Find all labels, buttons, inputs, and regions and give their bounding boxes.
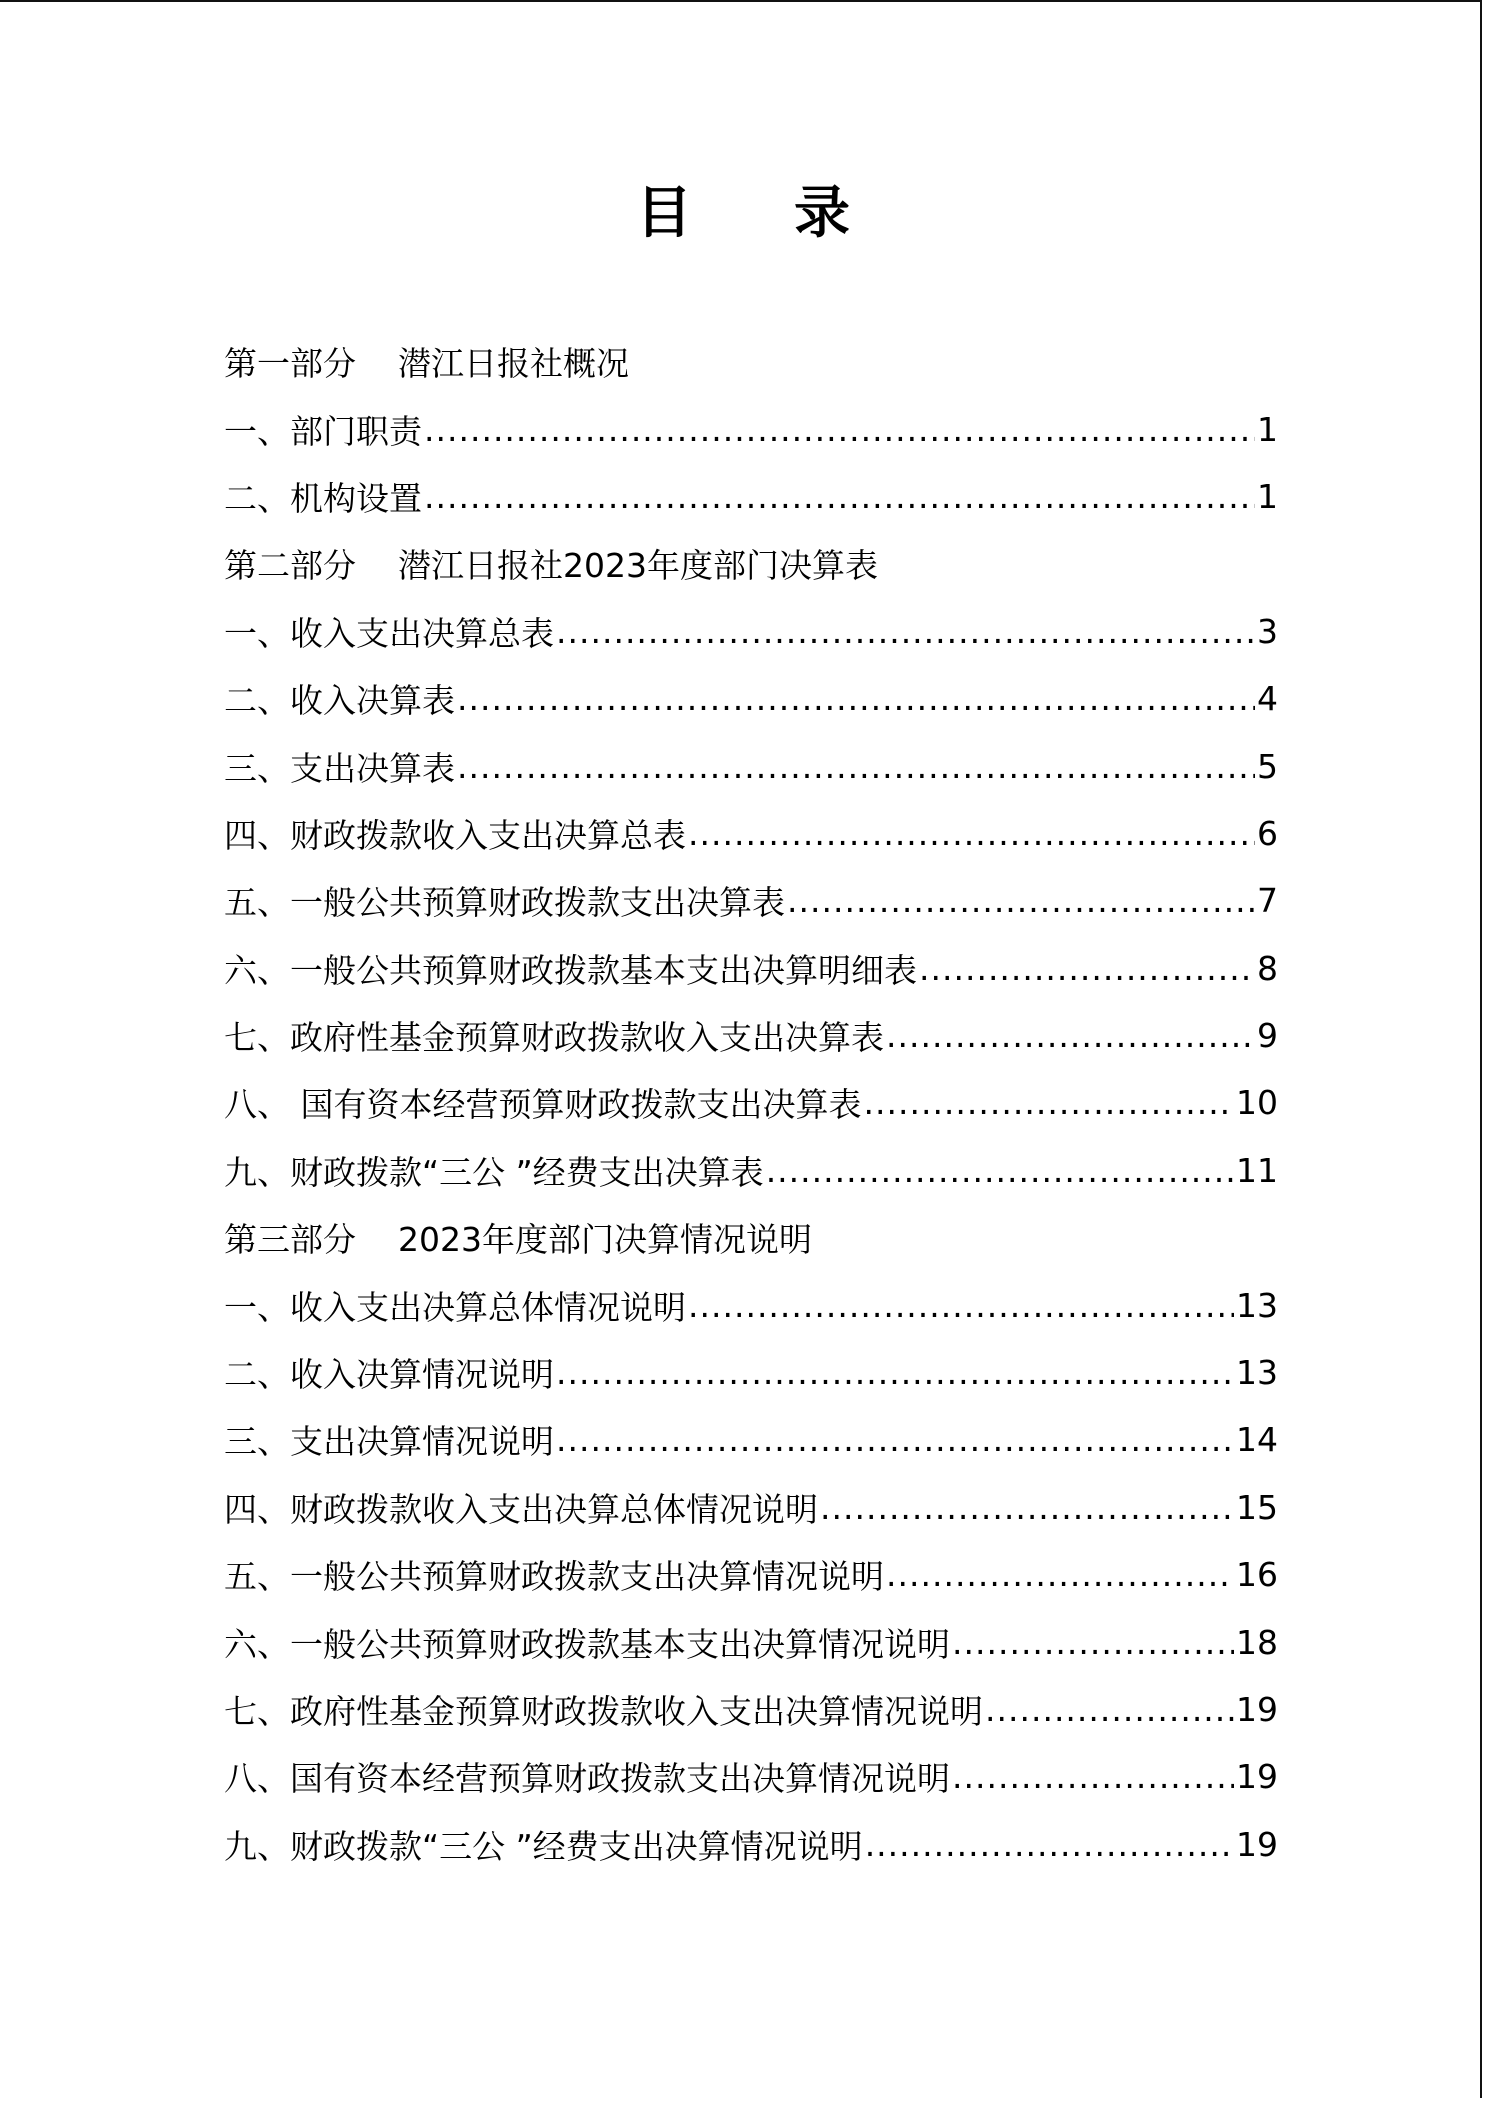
- toc-entry-page: 13: [1236, 1353, 1278, 1393]
- dot-leader: [457, 747, 1255, 786]
- dot-leader: [985, 1690, 1234, 1729]
- toc-entry-page: 7: [1257, 881, 1278, 921]
- toc-entry-page: 13: [1236, 1285, 1278, 1325]
- toc-entry-label: 八、国有资本经营预算财政拨款支出决算情况说明: [224, 1759, 950, 1799]
- toc-entry[interactable]: [224, 463, 1278, 530]
- toc-entry[interactable]: [224, 598, 1278, 665]
- section-number: 第三部分: [224, 1220, 356, 1260]
- toc-entry-label: 五、一般公共预算财政拨款支出决算情况说明: [224, 1557, 884, 1597]
- toc-entry[interactable]: [224, 1137, 1278, 1204]
- toc-entry-page: 14: [1236, 1420, 1278, 1460]
- toc-entry[interactable]: [224, 1339, 1278, 1406]
- table-of-contents: [224, 328, 1278, 1878]
- toc-entry-label: 二、收入决算表: [224, 681, 455, 721]
- toc-entry-label: 五、一般公共预算财政拨款支出决算表: [224, 883, 785, 923]
- toc-entry-page: 19: [1236, 1690, 1278, 1729]
- dot-leader: [886, 1555, 1234, 1594]
- toc-entry-page: 18: [1236, 1622, 1278, 1662]
- toc-entry-label: 一、收入支出决算总表: [224, 613, 554, 653]
- toc-entry-label: 四、财政拨款收入支出决算总表: [224, 815, 686, 855]
- toc-entry-page: 8: [1257, 948, 1278, 988]
- toc-entry-label: 七、政府性基金预算财政拨款收入支出决算情况说明: [224, 1692, 983, 1731]
- toc-entry-page: 15: [1236, 1487, 1278, 1527]
- section-title: 2023年度部门决算情况说明: [398, 1220, 812, 1260]
- toc-entry-page: 6: [1257, 813, 1278, 853]
- toc-entry-page: 11: [1236, 1150, 1278, 1190]
- toc-entry[interactable]: [224, 665, 1278, 732]
- toc-title-part2: 录: [794, 180, 852, 246]
- toc-entry-label: 六、一般公共预算财政拨款基本支出决算情况说明: [224, 1624, 950, 1664]
- section-title: 潜江日报社2023年度部门决算表: [398, 546, 878, 586]
- toc-entry-label: 七、政府性基金预算财政拨款收入支出决算表: [224, 1018, 884, 1058]
- toc-entry-label: 一、收入支出决算总体情况说明: [224, 1287, 686, 1327]
- dot-leader: [919, 949, 1255, 988]
- dot-leader: [688, 814, 1255, 853]
- toc-entry[interactable]: [224, 867, 1278, 934]
- toc-entry-page: 4: [1257, 679, 1278, 719]
- dot-leader: [457, 679, 1255, 718]
- toc-entry[interactable]: [224, 1474, 1278, 1541]
- toc-entry-label: 四、财政拨款收入支出决算总体情况说明: [224, 1489, 818, 1529]
- section-title: 潜江日报社概况: [398, 344, 629, 384]
- toc-entry[interactable]: [224, 1406, 1278, 1473]
- dot-leader: [556, 1420, 1234, 1459]
- toc-entry[interactable]: [224, 1811, 1278, 1878]
- dot-leader: [864, 1083, 1235, 1122]
- toc-entry-page: 1: [1257, 476, 1278, 516]
- toc-entry-page: 19: [1236, 1757, 1278, 1797]
- dot-leader: [952, 1757, 1234, 1796]
- toc-entry-label: 一、部门职责: [224, 411, 422, 451]
- dot-leader: [865, 1825, 1234, 1864]
- toc-entry-page: 5: [1257, 746, 1278, 786]
- section-number: 第一部分: [224, 344, 356, 384]
- toc-entry[interactable]: [224, 732, 1278, 799]
- dot-leader: [556, 612, 1255, 651]
- toc-entry-label: 二、收入决算情况说明: [224, 1355, 554, 1395]
- toc-entry-label: 二、机构设置: [224, 478, 422, 518]
- toc-entry-page: 9: [1257, 1016, 1278, 1056]
- dot-leader: [766, 1151, 1234, 1190]
- toc-entry[interactable]: [224, 1676, 1278, 1743]
- toc-entry-page: 3: [1257, 611, 1278, 651]
- toc-title: [0, 178, 1488, 248]
- toc-entry-label: 九、财政拨款“三公 ”经费支出决算情况说明: [224, 1826, 863, 1866]
- dot-leader: [820, 1488, 1234, 1527]
- toc-entry-label: 三、支出决算表: [224, 748, 455, 788]
- toc-entry-page: 10: [1236, 1083, 1278, 1123]
- toc-entry-page: 19: [1236, 1824, 1278, 1864]
- toc-entry[interactable]: [224, 1069, 1278, 1136]
- toc-entry-label: 九、财政拨款“三公 ”经费支出决算表: [224, 1152, 764, 1192]
- section-heading-3[interactable]: [224, 1204, 1278, 1271]
- toc-entry-label: 八、 国有资本经营预算财政拨款支出决算表: [224, 1085, 862, 1125]
- toc-entry[interactable]: [224, 1608, 1278, 1675]
- dot-leader: [424, 410, 1255, 449]
- toc-entry[interactable]: [224, 1002, 1278, 1069]
- toc-entry[interactable]: [224, 1541, 1278, 1608]
- toc-entry[interactable]: [224, 1743, 1278, 1810]
- dot-leader: [424, 477, 1255, 516]
- toc-entry[interactable]: [224, 800, 1278, 867]
- section-number: 第二部分: [224, 546, 356, 586]
- dot-leader: [556, 1353, 1234, 1392]
- dot-leader: [688, 1286, 1234, 1325]
- dot-leader: [886, 1016, 1255, 1055]
- toc-entry-label: 六、一般公共预算财政拨款基本支出决算明细表: [224, 950, 917, 990]
- toc-entry[interactable]: [224, 935, 1278, 1002]
- toc-entry[interactable]: [224, 1271, 1278, 1338]
- toc-entry-page: 16: [1236, 1555, 1278, 1595]
- dot-leader: [952, 1623, 1234, 1662]
- toc-entry-label: 三、支出决算情况说明: [224, 1422, 554, 1462]
- section-heading-1[interactable]: [224, 328, 1278, 395]
- dot-leader: [787, 881, 1255, 920]
- section-heading-2[interactable]: [224, 530, 1278, 597]
- toc-title-part1: 目: [636, 180, 694, 246]
- toc-entry-page: 1: [1257, 409, 1278, 449]
- toc-entry[interactable]: [224, 395, 1278, 462]
